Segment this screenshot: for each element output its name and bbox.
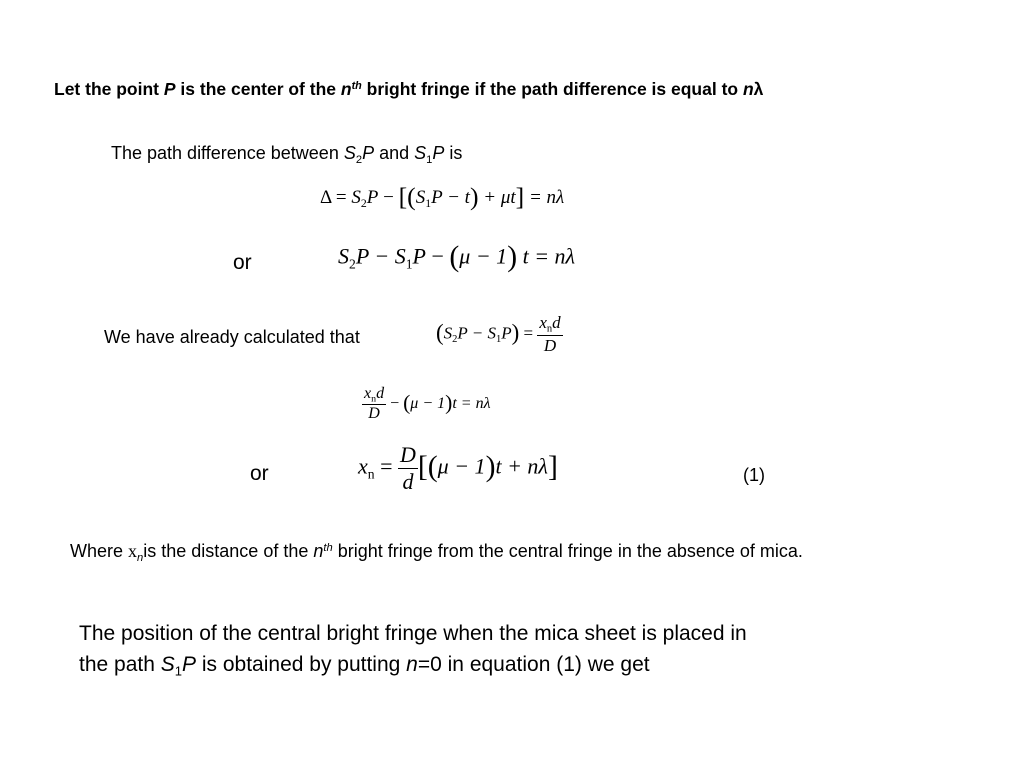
eq-var: x (358, 453, 368, 479)
eq-var: P (501, 323, 512, 343)
eq-paren: ( (403, 390, 411, 415)
heading-sup-th: th (351, 80, 362, 93)
eq-term: μ − 1 (459, 243, 508, 269)
sup-th: th (323, 541, 333, 554)
subscript-n: n (137, 551, 144, 564)
eq-term: t = nλ (452, 394, 491, 412)
equation-mid (362, 385, 491, 423)
var-p: P (432, 143, 445, 163)
heading-var-p: P (163, 79, 176, 99)
eq-var: S (443, 323, 453, 343)
var-s: S (414, 143, 427, 163)
path-difference-line (111, 143, 462, 166)
eq-paren: ) (485, 450, 496, 483)
eq-bracket: ] (515, 182, 525, 211)
eq-var: S (415, 186, 426, 208)
heading-var-n: n (340, 79, 352, 99)
eq-term: − S (467, 323, 496, 343)
eq-var: d (402, 469, 414, 494)
equation-delta (320, 182, 564, 212)
eq-term: = nλ (524, 186, 565, 208)
eq-term: − S (368, 243, 406, 269)
eq-bracket: [ (398, 182, 408, 211)
subscript: 2 (355, 153, 363, 166)
eq-op: = (519, 323, 538, 343)
eq-var: x (539, 313, 547, 332)
eq-var: P (457, 323, 468, 343)
eq-op: = (374, 453, 398, 479)
equation-final (358, 442, 558, 495)
fraction-denominator (537, 336, 562, 356)
eq-var: P (366, 186, 379, 208)
eq-sub: 2 (360, 197, 367, 211)
heading-lambda: λ (753, 79, 764, 99)
heading-var-n: n (742, 79, 754, 99)
eq-term: Δ = (320, 186, 352, 208)
eq-paren: ( (449, 241, 460, 273)
where-line (70, 541, 803, 564)
eq-paren: ) (507, 241, 518, 273)
eq-op: − (425, 243, 450, 269)
eq-var: x (364, 385, 372, 402)
var-s: S (160, 653, 175, 676)
eq-var: S (351, 186, 361, 208)
fraction-numerator (398, 442, 418, 469)
eq-var: d (552, 313, 561, 332)
or-label: or (233, 251, 252, 274)
calculated-line-text: We have already calculated that (104, 327, 360, 347)
eq-paren: ( (407, 182, 416, 211)
text: is obtained by putting (196, 653, 407, 676)
position-paragraph (79, 618, 747, 687)
text: is (444, 143, 463, 163)
heading (54, 79, 763, 100)
var-n: n (313, 541, 324, 561)
eq-sub: 2 (349, 256, 356, 272)
fraction-numerator (537, 313, 562, 336)
fraction-denominator (398, 469, 418, 495)
eq-paren: ) (445, 390, 453, 415)
subscript: 1 (426, 153, 433, 166)
equation-number: (1) (743, 465, 765, 485)
eq-var: P (412, 243, 426, 269)
text: is the distance of the (143, 541, 314, 561)
eq-paren: ) (469, 182, 479, 211)
eq-paren: ( (427, 450, 438, 483)
var-n: n (406, 653, 418, 676)
text: bright fringe from the central fringe in the absence of mica. (332, 541, 803, 561)
eq-var: S (338, 243, 349, 269)
fraction (537, 313, 562, 356)
eq-paren: ) (511, 320, 520, 346)
text: =0 in equation (1) we get (417, 653, 650, 676)
eq-var: D (368, 405, 380, 423)
or-label: or (250, 462, 269, 485)
fraction (362, 385, 386, 423)
text: The path difference between (111, 143, 344, 163)
eq-sub: 1 (405, 256, 413, 272)
eq-term: t = nλ (517, 243, 576, 269)
equation-path-difference (338, 241, 575, 274)
eq-paren: ( (436, 320, 444, 346)
eq-term: − t (442, 186, 470, 208)
eq-sub: 1 (425, 197, 432, 211)
fraction-denominator (362, 405, 386, 423)
text: the path (79, 653, 161, 676)
heading-text: bright fringe if the path difference is equal to (361, 79, 743, 99)
paragraph-line (79, 649, 747, 687)
eq-op: − (378, 186, 399, 208)
var-x: x (128, 541, 138, 561)
eq-var: P (431, 186, 443, 208)
eq-var: d (376, 385, 385, 402)
eq-term: μ − 1 (410, 394, 446, 412)
var-p: P (182, 653, 197, 676)
text: and (374, 143, 415, 163)
eq-bracket: ] (547, 450, 558, 483)
eq-var: D (400, 442, 416, 467)
eq-var: P (355, 243, 369, 269)
eq-sub: n (546, 323, 553, 335)
eq-sub: n (367, 466, 375, 482)
paragraph-line: The position of the central bright fringe when the mica sheet is placed in (79, 622, 747, 645)
subscript: 1 (174, 663, 182, 679)
fraction (398, 442, 418, 495)
eq-var: D (543, 335, 557, 355)
var-p: P (362, 143, 375, 163)
eq-sub: 1 (495, 333, 502, 345)
equation-calculated (436, 313, 563, 356)
eq-sub: 2 (452, 333, 458, 345)
fraction-numerator (362, 385, 386, 405)
eq-op: − (386, 394, 404, 412)
eq-sub: n (371, 393, 377, 405)
eq-term: + μt (478, 186, 516, 208)
eq-term: μ − 1 (437, 453, 486, 479)
eq-bracket: [ (417, 450, 428, 483)
eq-term: t + nλ (495, 453, 548, 479)
heading-text: Let the point (54, 79, 164, 99)
var-s: S (343, 143, 356, 163)
heading-text: is the center of the (175, 79, 341, 99)
text: Where (70, 541, 129, 561)
